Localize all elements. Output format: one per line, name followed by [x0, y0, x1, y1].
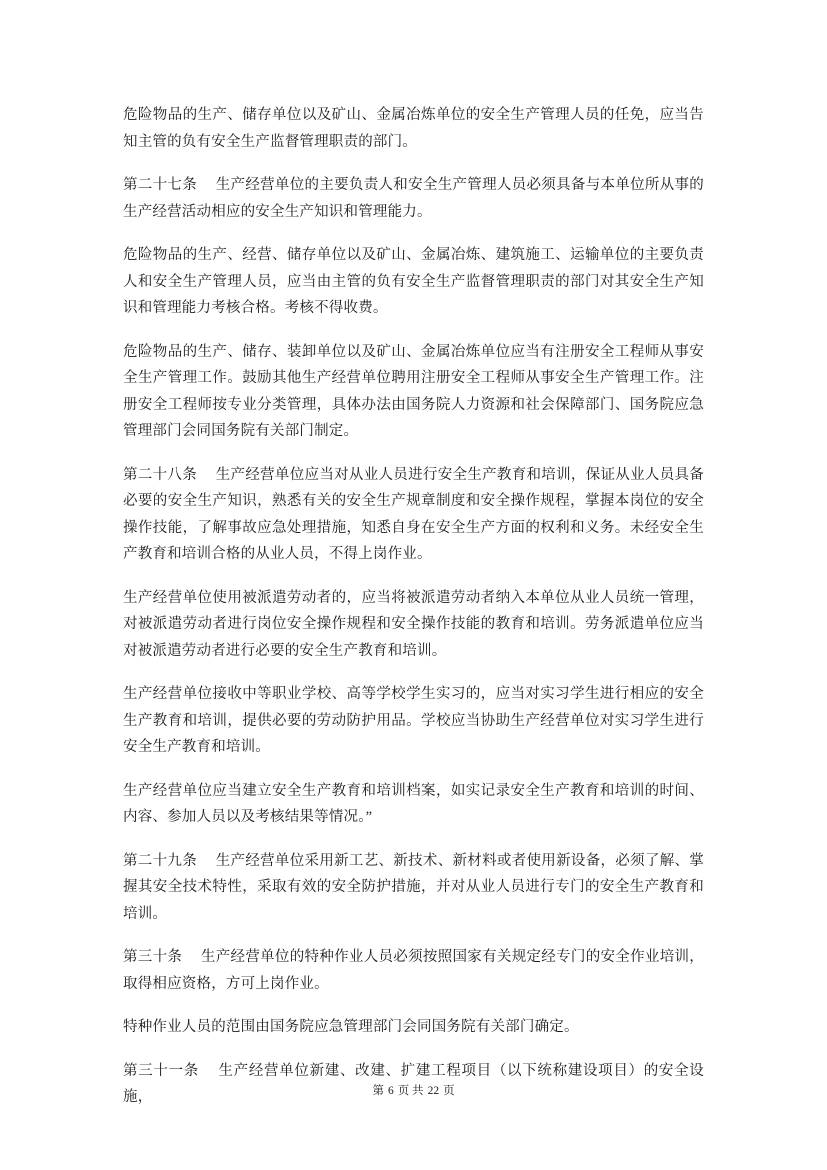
doc-paragraph: 生产经营单位接收中等职业学校、高等学校学生实习的，应当对实习学生进行相应的安全生产教育和培训，提供必要的劳动防护用品。学校应当协助生产经营单位对实习学生进行安全生产教育和培训。 — [123, 686, 704, 755]
doc-paragraph: 危险物品的生产、储存单位以及矿山、金属冶炼单位的安全生产管理人员的任免，应当告知主管的负有安全生产监督管理职责的部门。 — [123, 107, 704, 150]
footer-label-prefix: 第 — [372, 1085, 384, 1097]
footer-total-pages: 22 — [427, 1085, 440, 1097]
footer-current-page: 6 — [387, 1085, 394, 1097]
page-footer — [0, 1083, 827, 1099]
doc-paragraph-article-27: 第二十七条 生产经营单位的主要负责人和安全生产管理人员必须具备与本单位所从事的生产经营活动相应的安全生产知识和管理能力。 — [123, 177, 704, 220]
doc-paragraph: 危险物品的生产、储存、装卸单位以及矿山、金属冶炼单位应当有注册安全工程师从事安全生产管理工作。鼓励其他生产经营单位聘用注册安全工程师从事安全生产管理工作。注册安全工程师按专业分类管理，具体办法由国务院人力资源和社会保障部门、国务院应急管理部门会同国务院有关部门制定。 — [123, 343, 704, 439]
doc-paragraph: 生产经营单位应当建立安全生产教育和培训档案，如实记录安全生产教育和培训的时间、内容、参加人员以及考核结果等情况。” — [123, 782, 704, 825]
doc-paragraph-article-29: 第二十九条 生产经营单位采用新工艺、新技术、新材料或者使用新设备，必须了解、掌握其安全技术特性，采取有效的安全防护措施，并对从业人员进行专门的安全生产教育和培训。 — [123, 852, 704, 922]
footer-label-suffix: 页 — [443, 1085, 455, 1097]
doc-paragraph: 生产经营单位使用被派遣劳动者的，应当将被派遣劳动者纳入本单位从业人员统一管理，对被派遣劳动者进行岗位安全操作规程和安全操作技能的教育和培训。劳务派遣单位应当对被派遣劳动者进行必要的安全生产教育和培训。 — [123, 589, 704, 659]
doc-paragraph-article-30: 第三十条 生产经营单位的特种作业人员必须按照国家有关规定经专门的安全作业培训，取得相应资格，方可上岗作业。 — [123, 949, 704, 992]
doc-paragraph-article-28: 第二十八条 生产经营单位应当对从业人员进行安全生产教育和培训，保证从业人员具备必要的安全生产知识，熟悉有关的安全生产规章制度和安全操作规程，掌握本岗位的安全操作技能，了解事故应急处理措施，知悉自身在安全生产方面的权利和义务。未经安全生产教育和培训合格的从业人员，不得上岗作业。 — [123, 466, 704, 562]
document-body — [123, 102, 704, 1111]
footer-label-middle: 页 共 — [397, 1085, 424, 1097]
doc-paragraph-article-31: 第三十一条 生产经营单位新建、改建、扩建工程项目（以下统称建设项目）的安全设施， — [123, 1062, 704, 1105]
doc-paragraph: 危险物品的生产、经营、储存单位以及矿山、金属冶炼、建筑施工、运输单位的主要负责人和安全生产管理人员，应当由主管的负有安全生产监督管理职责的部门对其安全生产知识和管理能力考核合格。考核不得收费。 — [123, 247, 704, 316]
doc-paragraph: 特种作业人员的范围由国务院应急管理部门会同国务院有关部门确定。 — [123, 1019, 579, 1035]
